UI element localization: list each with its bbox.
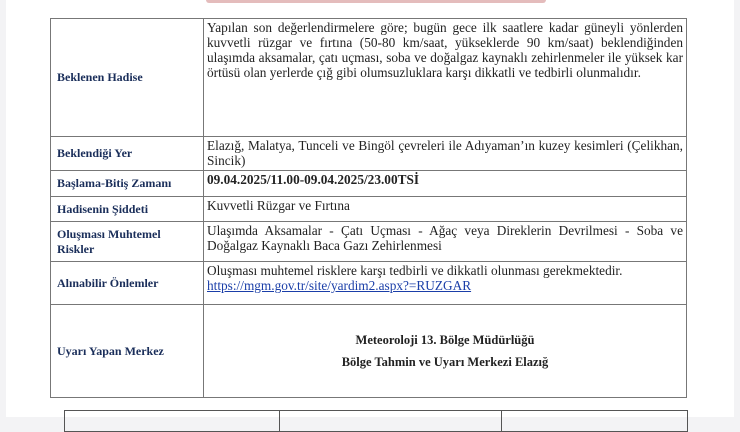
- table-row: [51, 171, 687, 197]
- row-label: Hadisenin Şiddeti: [51, 197, 204, 222]
- possible-risks: Ulaşımda Aksamalar - Çatı Uçması - Ağaç veya Direklerin Devrilmesi - Soba ve Doğalgaz Kaynaklı Baca Gazı Zehirlenmesi: [204, 222, 687, 262]
- table-row: [51, 222, 687, 262]
- row-label: Beklendiği Yer: [51, 137, 204, 171]
- precautions-text: Oluşması muhtemel risklere karşı tedbirli ve dikkatli olunması gerekmektedir.: [207, 263, 623, 278]
- issuing-center-line1: Meteoroloji 13. Bölge Müdürlüğü: [355, 333, 535, 347]
- row-label: Alınabilir Önlemler: [51, 262, 204, 305]
- precautions-link[interactable]: https://mgm.gov.tr/site/yardim2.aspx?=RUZGAR: [207, 278, 472, 293]
- expected-location: Elazığ, Malatya, Tunceli ve Bingöl çevreleri ile Adıyaman’ın kuzey kesimleri (Çelikhan, Sincik): [204, 137, 687, 171]
- table-row: [51, 262, 687, 305]
- precautions: [204, 262, 687, 305]
- table-row: [51, 137, 687, 171]
- cut-off-title: [206, 0, 546, 3]
- row-label: Oluşması Muhtemel Riskler: [51, 222, 204, 262]
- row-label: Uyarı Yapan Merkez: [51, 305, 204, 398]
- next-table-partial: [64, 410, 688, 432]
- severity: Kuvvetli Rüzgar ve Fırtına: [204, 197, 687, 222]
- start-end-time: 09.04.2025/11.00-09.04.2025/23.00TSİ: [204, 171, 687, 197]
- row-label: Başlama-Bitiş Zamanı: [51, 171, 204, 197]
- table-row: [51, 197, 687, 222]
- table-row: [51, 19, 687, 137]
- issuing-center: [204, 305, 687, 398]
- row-label: Beklenen Hadise: [51, 19, 204, 137]
- expected-event: Yapılan son değerlendirmelere göre; bugün gece ilk saatlere kadar güneyli yönlerden kuvvetli rüzgar ve fırtına (50-80 km/saat, yükseklerde 90 km/saat) beklendiğinden ulaşımda aksamalar, çatı uçması, soba ve doğalgaz kaynaklı zehirlenmeler ile yüksek kar örtüsü olan yerlerde çığ gibi olumsuzluklara karşı dikkatli ve tedbirli olunmalıdır.: [204, 19, 687, 137]
- issuing-center-line2: Bölge Tahmin ve Uyarı Merkezi Elazığ: [341, 355, 549, 369]
- table-row: [51, 305, 687, 398]
- warning-table: [50, 18, 687, 398]
